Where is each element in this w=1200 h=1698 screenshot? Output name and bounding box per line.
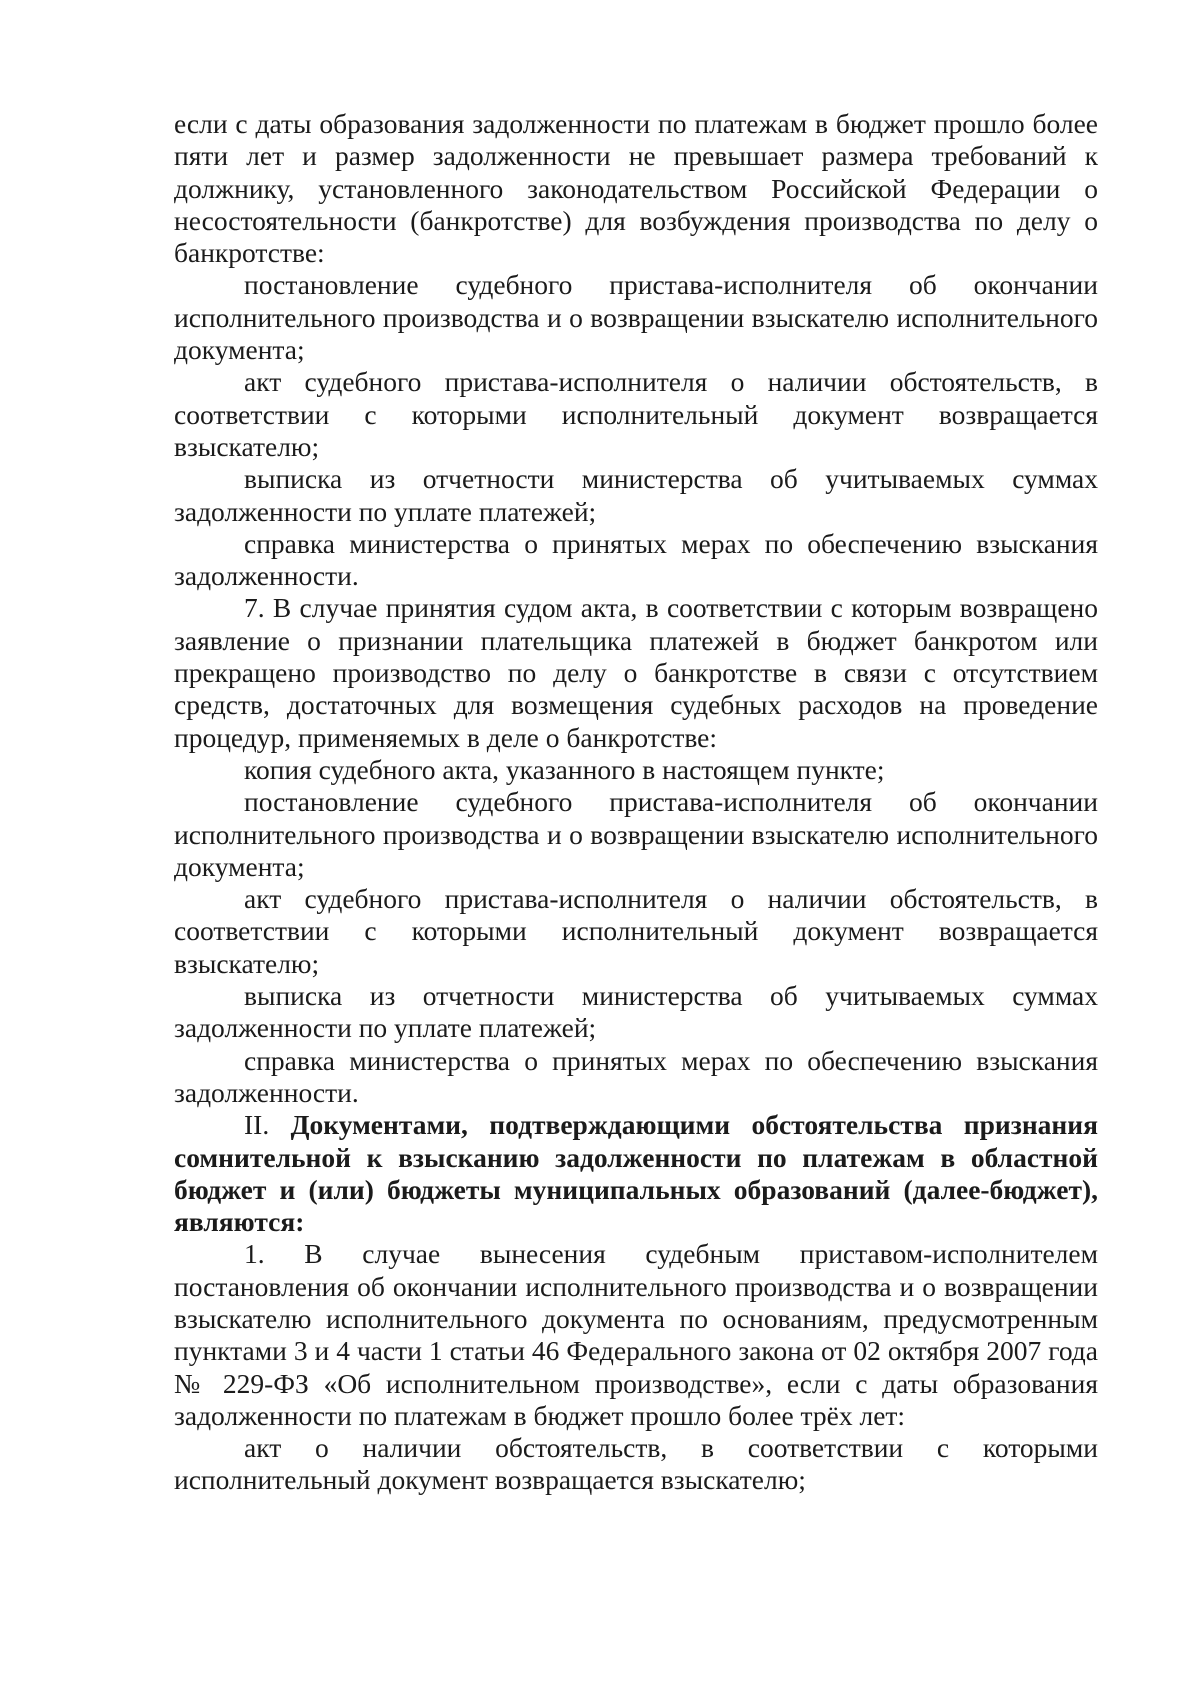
section-heading (174, 1109, 1098, 1238)
section-heading-text: Документами, подтверждающими обстоятельства признания сомнительной к взысканию задолженности по платежам в областной бюджет и (или) бюджеты муниципальных образований (далее-бюджет), являются: (174, 1109, 1098, 1238)
paragraph-13: 1. В случае вынесения судебным приставом-исполнителем постановления об окончании исполнительного производства и о возвращении взыскателю исполнительного документа по основаниям, предусмотренным пунктами 3 и 4 части 1 статьи 46 Федерального закона от 02 октября 2007 года № 229-ФЗ «Об исполнительном производстве», если с даты образования задолженности по платежам в бюджет прошло более трёх лет: (174, 1238, 1098, 1431)
paragraph-11: справка министерства о принятых мерах по обеспечению взыскания задолженности. (174, 1044, 1098, 1108)
paragraph-1: если с даты образования задолженности по платежам в бюджет прошло более пяти лет и размер задолженности не превышает размера требований к должнику, установленного законодательством Российской Федерации о несостоятельности (банкротстве) для возбуждения производства по делу о банкротстве: (174, 108, 1098, 269)
paragraph-8: постановление судебного пристава-исполнителя об окончании исполнительного производства и о возвращении взыскателю исполнительного документа; (174, 786, 1098, 882)
paragraph-5: справка министерства о принятых мерах по обеспечению взыскания задолженности. (174, 527, 1098, 592)
paragraph-4: выписка из отчетности министерства об учитываемых суммах задолженности по уплате платежей; (174, 463, 1098, 527)
paragraph-9: акт судебного пристава-исполнителя о наличии обстоятельств, в соответствии с которыми исполнительный документ возвращается взыскателю; (174, 883, 1098, 979)
document-body (174, 108, 1098, 1497)
paragraph-10: выписка из отчетности министерства об учитываемых суммах задолженности по уплате платежей; (174, 980, 1098, 1044)
paragraph-3: акт судебного пристава-исполнителя о наличии обстоятельств, в соответствии с которыми исполнительный документ возвращается взыскателю; (174, 366, 1098, 462)
paragraph-7: копия судебного акта, указанного в настоящем пункте; (244, 753, 885, 785)
section-number: II. (244, 1109, 291, 1141)
paragraph-2: постановление судебного пристава-исполнителя об окончании исполнительного производства и о возвращении взыскателю исполнительного документа; (174, 269, 1098, 366)
paragraph-14: акт о наличии обстоятельств, в соответствии с которыми исполнительный документ возвращается взыскателю; (174, 1432, 1098, 1496)
paragraph-6: 7. В случае принятия судом акта, в соответствии с которым возвращено заявление о признании плательщика платежей в бюджет банкротом или прекращено производство по делу о банкротстве в связи с отсутствием средств, достаточных для возмещения судебных расходов на проведение процедур, применяемых в деле о банкротстве: (174, 592, 1098, 753)
